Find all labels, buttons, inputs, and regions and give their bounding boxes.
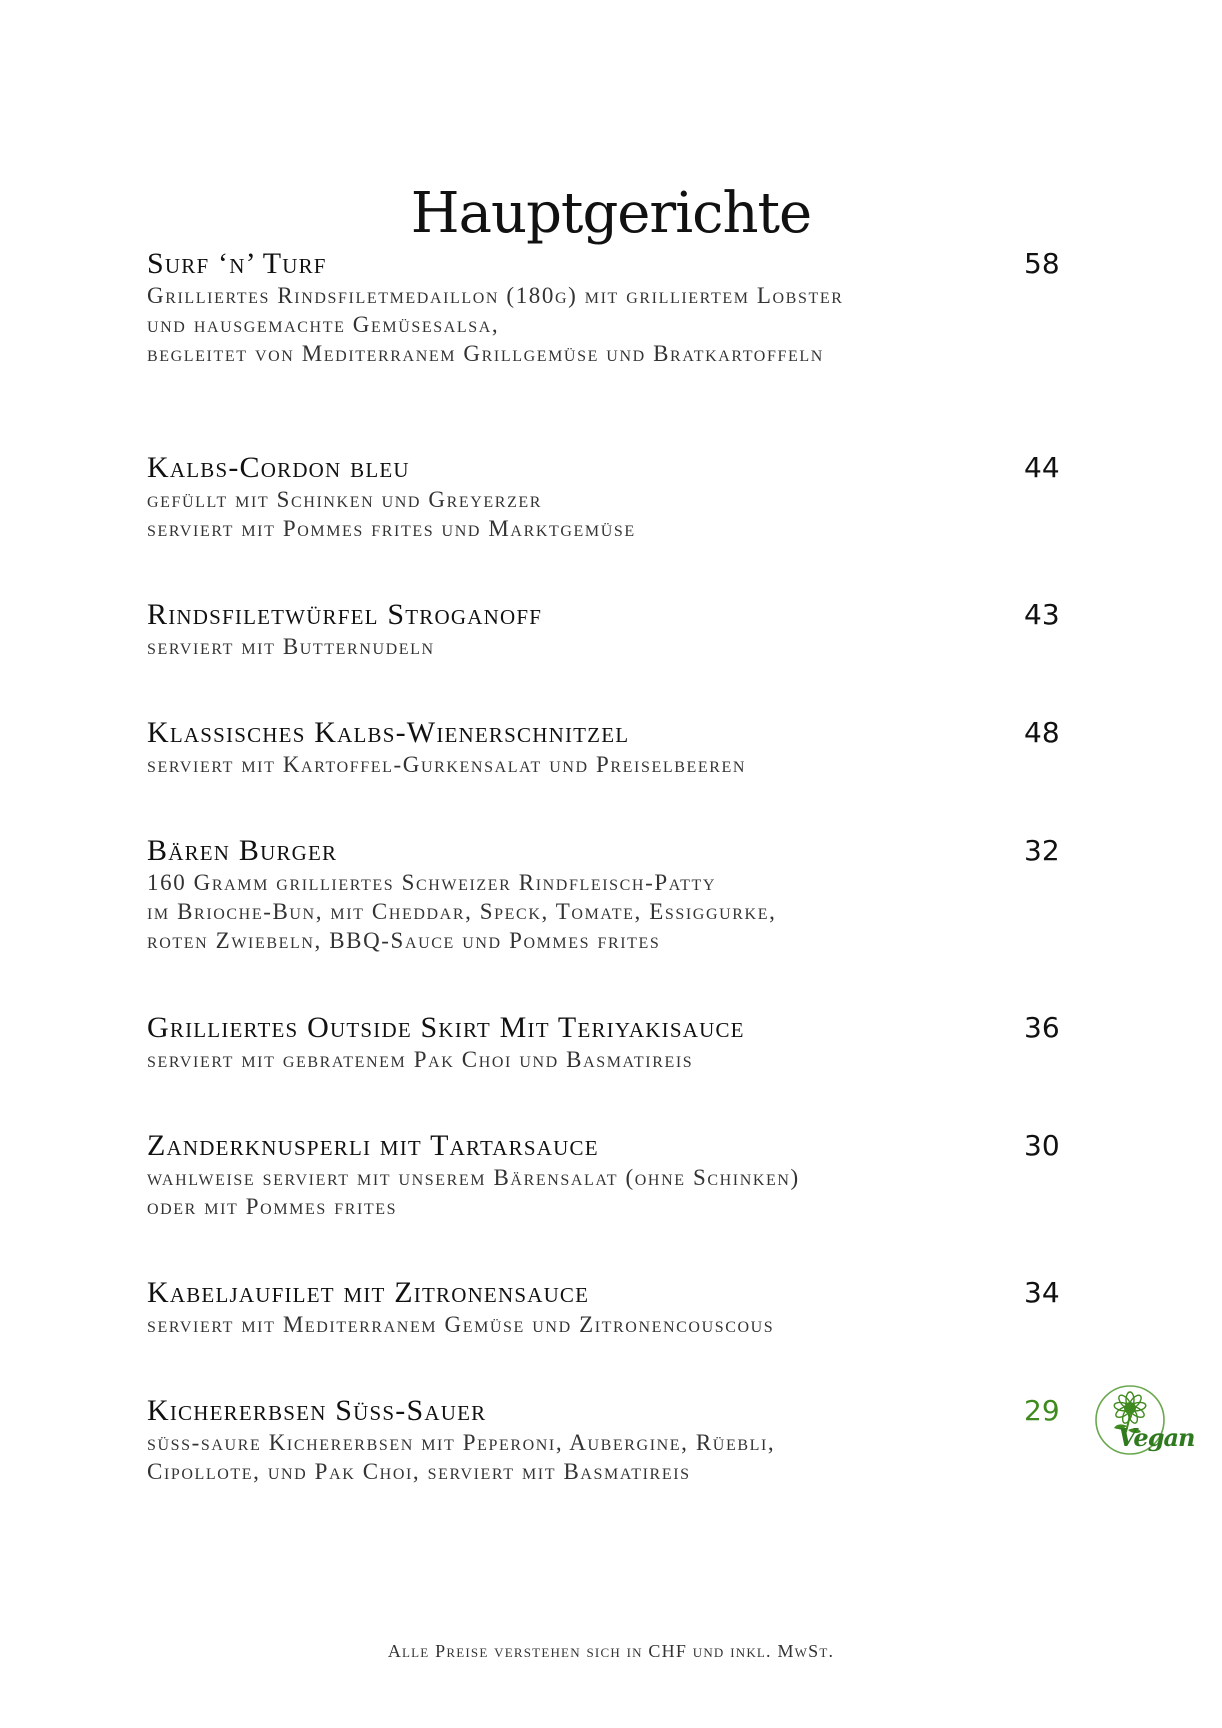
item-name: Surf ‘n’ Turf	[147, 247, 327, 280]
item-price: 43	[1024, 598, 1060, 631]
item-price: 36	[1024, 1011, 1060, 1044]
item-name: Zanderknusperli mit Tartarsauce	[147, 1129, 599, 1162]
item-price: 29	[1024, 1394, 1060, 1427]
item-price: 32	[1024, 834, 1060, 867]
item-description-line: im Brioche-Bun, mit Cheddar, Speck, Tomate, Essiggurke,	[147, 899, 777, 924]
item-description-line: wahlweise serviert mit unserem Bärensalat (ohne Schinken)	[147, 1165, 800, 1190]
item-description-line: süss-saure Kichererbsen mit Peperoni, Aubergine, Rüebli,	[147, 1430, 776, 1455]
item-name: Rindsfiletwürfel Stroganoff	[147, 598, 543, 631]
item-description-line: serviert mit Butternudeln	[147, 634, 435, 659]
item-description-line: 160 Gramm grilliertes Schweizer Rindfleisch-Patty	[147, 870, 716, 895]
menu-item-surf-n-turf	[147, 247, 1067, 368]
item-description-line: Cipollote, und Pak Choi, serviert mit Basmatireis	[147, 1459, 691, 1484]
menu-item-zanderknusperli	[147, 1129, 1067, 1221]
item-price: 58	[1024, 247, 1060, 280]
item-name: Kabeljaufilet mit Zitronensauce	[147, 1276, 590, 1309]
menu-item-baeren-burger	[147, 834, 1067, 955]
price-footnote: Alle Preise verstehen sich in CHF und inkl. MwSt.	[387, 1641, 835, 1661]
vegan-label: Vegan	[1118, 1423, 1195, 1452]
item-name: Klassisches Kalbs-Wienerschnitzel	[147, 716, 630, 749]
item-name: Grilliertes Outside Skirt Mit Teriyakisauce	[147, 1011, 745, 1044]
menu-item-kichererbsen	[147, 1394, 1195, 1486]
item-description-line: begleitet von Mediterranem Grillgemüse und Bratkartoffeln	[147, 341, 824, 366]
menu-item-outside-skirt	[147, 1011, 1067, 1074]
item-name: Kichererbsen Süss-Sauer	[147, 1394, 487, 1427]
item-price: 30	[1024, 1129, 1060, 1162]
item-description-line: serviert mit Pommes frites und Marktgemüse	[147, 516, 636, 541]
item-description-line: roten Zwiebeln, BBQ-Sauce und Pommes frites	[147, 928, 661, 953]
item-description-line: serviert mit Kartoffel-Gurkensalat und Preiselbeeren	[147, 752, 747, 777]
item-price: 34	[1024, 1276, 1060, 1309]
item-description-line: serviert mit Mediterranem Gemüse und Zitronencouscous	[147, 1312, 775, 1337]
menu-item-wienerschnitzel	[147, 716, 1067, 779]
item-description-line: oder mit Pommes frites	[147, 1194, 398, 1219]
item-description-line: serviert mit gebratenem Pak Choi und Basmatireis	[147, 1047, 694, 1072]
menu-item-kalbs-cordon-bleu	[147, 451, 1067, 543]
vegan-logo-icon	[1090, 1382, 1195, 1462]
item-price: 48	[1024, 716, 1060, 749]
item-description-line: Grilliertes Rindsfiletmedaillon (180g) mit grilliertem Lobster	[147, 283, 844, 308]
item-name: Kalbs-Cordon bleu	[147, 451, 410, 484]
page-title: Hauptgerichte	[410, 180, 812, 246]
item-price: 44	[1024, 451, 1060, 484]
menu-item-kabeljaufilet	[147, 1276, 1067, 1339]
item-name: Bären Burger	[147, 834, 338, 867]
item-description-line: und hausgemachte Gemüsesalsa,	[147, 312, 500, 337]
item-description-line: gefüllt mit Schinken und Greyerzer	[147, 487, 543, 512]
menu-item-stroganoff	[147, 598, 1067, 661]
